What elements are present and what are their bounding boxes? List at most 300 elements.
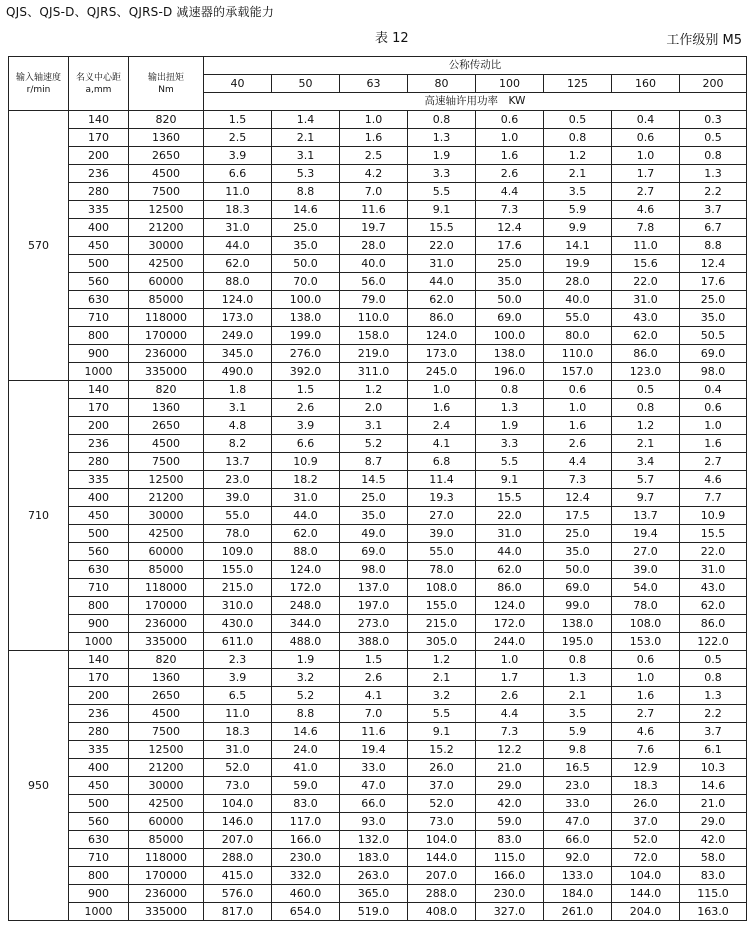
center-distance-cell: 200 (69, 417, 129, 435)
power-cell: 0.5 (680, 651, 747, 669)
power-cell: 1.0 (408, 381, 476, 399)
power-cell: 344.0 (272, 615, 340, 633)
power-cell: 10.3 (680, 759, 747, 777)
power-cell: 22.0 (476, 507, 544, 525)
power-cell: 0.8 (680, 669, 747, 687)
power-cell: 10.9 (272, 453, 340, 471)
power-cell: 25.0 (680, 291, 747, 309)
power-cell: 2.0 (340, 399, 408, 417)
header-center-distance-line1: 名义中心距 (75, 72, 121, 83)
power-cell: 0.6 (476, 111, 544, 129)
power-cell: 49.0 (340, 525, 408, 543)
power-cell: 104.0 (204, 795, 272, 813)
power-cell: 5.2 (272, 687, 340, 705)
power-cell: 3.9 (204, 669, 272, 687)
power-cell: 245.0 (408, 363, 476, 381)
power-cell: 3.3 (408, 165, 476, 183)
power-cell: 24.0 (272, 741, 340, 759)
torque-cell: 170000 (129, 327, 204, 345)
power-cell: 4.4 (544, 453, 612, 471)
power-cell: 288.0 (408, 885, 476, 903)
center-distance-cell: 200 (69, 687, 129, 705)
power-cell: 388.0 (340, 633, 408, 651)
power-cell: 0.8 (544, 129, 612, 147)
power-cell: 92.0 (544, 849, 612, 867)
power-cell: 173.0 (408, 345, 476, 363)
power-cell: 392.0 (272, 363, 340, 381)
power-cell: 3.4 (612, 453, 680, 471)
center-distance-cell: 450 (69, 507, 129, 525)
torque-cell: 42500 (129, 525, 204, 543)
power-cell: 124.0 (272, 561, 340, 579)
power-cell: 9.9 (544, 219, 612, 237)
center-distance-cell: 900 (69, 885, 129, 903)
table-row (9, 201, 747, 219)
power-cell: 55.0 (408, 543, 476, 561)
torque-cell: 335000 (129, 363, 204, 381)
power-cell: 19.7 (340, 219, 408, 237)
power-cell: 207.0 (204, 831, 272, 849)
power-cell: 654.0 (272, 903, 340, 921)
power-cell: 52.0 (408, 795, 476, 813)
power-cell: 28.0 (544, 273, 612, 291)
power-cell: 50.0 (544, 561, 612, 579)
table-row (9, 165, 747, 183)
power-cell: 27.0 (612, 543, 680, 561)
power-cell: 144.0 (408, 849, 476, 867)
table-row (9, 687, 747, 705)
power-cell: 173.0 (204, 309, 272, 327)
power-cell: 31.0 (408, 255, 476, 273)
work-grade: 工作级别 M5 (666, 33, 742, 48)
table-row (9, 327, 747, 345)
power-cell: 1.0 (476, 129, 544, 147)
torque-cell: 21200 (129, 489, 204, 507)
center-distance-cell: 450 (69, 237, 129, 255)
power-cell: 115.0 (476, 849, 544, 867)
ratio-header-cell: 200 (680, 75, 747, 93)
power-cell: 14.1 (544, 237, 612, 255)
power-cell: 7.8 (612, 219, 680, 237)
torque-cell: 30000 (129, 777, 204, 795)
ratio-header-cell: 40 (204, 75, 272, 93)
power-cell: 1.7 (612, 165, 680, 183)
power-cell: 273.0 (340, 615, 408, 633)
power-cell: 25.0 (476, 255, 544, 273)
torque-cell: 2650 (129, 417, 204, 435)
power-cell: 2.2 (680, 183, 747, 201)
torque-cell: 1360 (129, 129, 204, 147)
table-row (9, 777, 747, 795)
power-cell: 0.4 (612, 111, 680, 129)
power-cell: 86.0 (612, 345, 680, 363)
power-cell: 8.8 (272, 183, 340, 201)
center-distance-cell: 236 (69, 165, 129, 183)
power-cell: 1.3 (680, 687, 747, 705)
table-row (9, 579, 747, 597)
power-cell: 15.5 (476, 489, 544, 507)
power-cell: 14.6 (272, 723, 340, 741)
power-cell: 62.0 (612, 327, 680, 345)
center-distance-cell: 630 (69, 831, 129, 849)
table-row (9, 363, 747, 381)
center-distance-cell: 335 (69, 201, 129, 219)
power-cell: 7.3 (544, 471, 612, 489)
torque-cell: 118000 (129, 579, 204, 597)
power-cell: 31.0 (680, 561, 747, 579)
torque-cell: 60000 (129, 543, 204, 561)
power-cell: 10.9 (680, 507, 747, 525)
center-distance-cell: 710 (69, 579, 129, 597)
header-center-distance (69, 57, 129, 111)
power-cell: 12.4 (476, 219, 544, 237)
power-cell: 332.0 (272, 867, 340, 885)
power-cell: 8.2 (204, 435, 272, 453)
torque-cell: 1360 (129, 669, 204, 687)
power-cell: 69.0 (476, 309, 544, 327)
table-row (9, 345, 747, 363)
power-cell: 54.0 (612, 579, 680, 597)
power-cell: 52.0 (204, 759, 272, 777)
table-row (9, 399, 747, 417)
power-cell: 5.2 (340, 435, 408, 453)
power-cell: 55.0 (544, 309, 612, 327)
power-cell: 79.0 (340, 291, 408, 309)
table-row (9, 561, 747, 579)
power-cell: 311.0 (340, 363, 408, 381)
power-cell: 215.0 (204, 579, 272, 597)
center-distance-cell: 170 (69, 129, 129, 147)
center-distance-cell: 800 (69, 867, 129, 885)
power-cell: 1.5 (272, 381, 340, 399)
power-cell: 5.5 (476, 453, 544, 471)
power-cell: 56.0 (340, 273, 408, 291)
power-cell: 215.0 (408, 615, 476, 633)
power-cell: 6.1 (680, 741, 747, 759)
torque-cell: 2650 (129, 687, 204, 705)
center-distance-cell: 140 (69, 381, 129, 399)
table-row (9, 183, 747, 201)
power-cell: 52.0 (612, 831, 680, 849)
torque-cell: 2650 (129, 147, 204, 165)
power-cell: 4.6 (612, 723, 680, 741)
power-cell: 1.3 (408, 129, 476, 147)
table-row (9, 525, 747, 543)
center-distance-cell: 140 (69, 651, 129, 669)
power-cell: 2.6 (340, 669, 408, 687)
power-cell: 7.0 (340, 705, 408, 723)
power-cell: 25.0 (340, 489, 408, 507)
torque-cell: 335000 (129, 903, 204, 921)
power-cell: 4.2 (340, 165, 408, 183)
power-cell: 7.6 (612, 741, 680, 759)
power-cell: 4.1 (408, 435, 476, 453)
power-cell: 155.0 (408, 597, 476, 615)
power-cell: 197.0 (340, 597, 408, 615)
torque-cell: 7500 (129, 453, 204, 471)
center-distance-cell: 560 (69, 543, 129, 561)
power-cell: 7.3 (476, 723, 544, 741)
power-cell: 62.0 (680, 597, 747, 615)
power-cell: 104.0 (408, 831, 476, 849)
center-distance-cell: 630 (69, 561, 129, 579)
torque-cell: 170000 (129, 867, 204, 885)
power-cell: 3.1 (272, 147, 340, 165)
power-cell: 40.0 (340, 255, 408, 273)
power-cell: 248.0 (272, 597, 340, 615)
power-cell: 42.0 (476, 795, 544, 813)
power-cell: 12.9 (612, 759, 680, 777)
torque-cell: 85000 (129, 291, 204, 309)
power-cell: 7.7 (680, 489, 747, 507)
table-row (9, 453, 747, 471)
power-cell: 144.0 (612, 885, 680, 903)
power-cell: 31.0 (272, 489, 340, 507)
power-cell: 5.7 (612, 471, 680, 489)
table-row (9, 507, 747, 525)
power-cell: 263.0 (340, 867, 408, 885)
power-cell: 1.2 (544, 147, 612, 165)
power-cell: 576.0 (204, 885, 272, 903)
power-cell: 1.9 (272, 651, 340, 669)
power-cell: 9.1 (476, 471, 544, 489)
center-distance-cell: 560 (69, 273, 129, 291)
power-cell: 5.5 (408, 705, 476, 723)
power-cell: 35.0 (544, 543, 612, 561)
power-cell: 25.0 (544, 525, 612, 543)
power-cell: 327.0 (476, 903, 544, 921)
power-cell: 0.6 (544, 381, 612, 399)
power-cell: 5.9 (544, 723, 612, 741)
power-cell: 1.6 (612, 687, 680, 705)
power-cell: 11.0 (204, 183, 272, 201)
power-cell: 305.0 (408, 633, 476, 651)
power-cell: 69.0 (544, 579, 612, 597)
power-cell: 3.7 (680, 723, 747, 741)
power-cell: 408.0 (408, 903, 476, 921)
power-cell: 7.0 (340, 183, 408, 201)
power-cell: 0.6 (612, 129, 680, 147)
table-row (9, 237, 747, 255)
power-cell: 204.0 (612, 903, 680, 921)
torque-cell: 236000 (129, 345, 204, 363)
power-cell: 19.4 (612, 525, 680, 543)
power-cell: 33.0 (340, 759, 408, 777)
power-cell: 9.7 (612, 489, 680, 507)
power-cell: 8.8 (272, 705, 340, 723)
power-cell: 6.6 (204, 165, 272, 183)
power-cell: 8.7 (340, 453, 408, 471)
power-cell: 35.0 (340, 507, 408, 525)
power-cell: 122.0 (680, 633, 747, 651)
header-output-torque-line1: 输出扭矩 (147, 72, 184, 83)
power-cell: 17.6 (476, 237, 544, 255)
power-cell: 69.0 (680, 345, 747, 363)
power-cell: 490.0 (204, 363, 272, 381)
torque-cell: 21200 (129, 759, 204, 777)
power-cell: 0.3 (680, 111, 747, 129)
power-cell: 261.0 (544, 903, 612, 921)
power-cell: 70.0 (272, 273, 340, 291)
center-distance-cell: 560 (69, 813, 129, 831)
power-cell: 123.0 (612, 363, 680, 381)
power-cell: 19.9 (544, 255, 612, 273)
power-cell: 55.0 (204, 507, 272, 525)
power-cell: 5.3 (272, 165, 340, 183)
power-cell: 0.8 (680, 147, 747, 165)
power-cell: 230.0 (476, 885, 544, 903)
power-cell: 1.6 (340, 129, 408, 147)
torque-cell: 7500 (129, 723, 204, 741)
power-cell: 73.0 (204, 777, 272, 795)
header-nominal-ratio: 公称传动比 (204, 57, 747, 75)
table-row (9, 849, 747, 867)
power-cell: 14.6 (680, 777, 747, 795)
torque-cell: 820 (129, 381, 204, 399)
power-cell: 44.0 (408, 273, 476, 291)
power-cell: 14.6 (272, 201, 340, 219)
power-cell: 172.0 (272, 579, 340, 597)
center-distance-cell: 400 (69, 489, 129, 507)
power-cell: 50.0 (272, 255, 340, 273)
power-cell: 22.0 (408, 237, 476, 255)
power-cell: 1.2 (612, 417, 680, 435)
power-cell: 109.0 (204, 543, 272, 561)
power-cell: 124.0 (476, 597, 544, 615)
torque-cell: 4500 (129, 165, 204, 183)
power-cell: 0.8 (476, 381, 544, 399)
power-cell: 230.0 (272, 849, 340, 867)
power-cell: 12.4 (544, 489, 612, 507)
power-cell: 26.0 (612, 795, 680, 813)
torque-cell: 60000 (129, 273, 204, 291)
power-cell: 460.0 (272, 885, 340, 903)
power-cell: 6.8 (408, 453, 476, 471)
center-distance-cell: 710 (69, 849, 129, 867)
table-body (9, 111, 747, 921)
power-cell: 11.4 (408, 471, 476, 489)
power-cell: 1.9 (408, 147, 476, 165)
torque-cell: 30000 (129, 237, 204, 255)
power-cell: 21.0 (476, 759, 544, 777)
power-cell: 153.0 (612, 633, 680, 651)
power-cell: 62.0 (408, 291, 476, 309)
power-cell: 1.0 (680, 417, 747, 435)
header-center-distance-line2: a,mm (85, 84, 112, 95)
table-header (9, 57, 747, 111)
power-cell: 41.0 (272, 759, 340, 777)
table-row (9, 597, 747, 615)
power-cell: 1.6 (544, 417, 612, 435)
table-row (9, 219, 747, 237)
ratio-header-cell: 50 (272, 75, 340, 93)
center-distance-cell: 170 (69, 669, 129, 687)
header-input-speed (9, 57, 69, 111)
power-cell: 3.1 (204, 399, 272, 417)
torque-cell: 12500 (129, 201, 204, 219)
power-cell: 88.0 (204, 273, 272, 291)
power-cell: 9.8 (544, 741, 612, 759)
power-cell: 72.0 (612, 849, 680, 867)
power-cell: 27.0 (408, 507, 476, 525)
power-cell: 3.5 (544, 183, 612, 201)
power-cell: 78.0 (612, 597, 680, 615)
power-cell: 50.0 (476, 291, 544, 309)
table-row (9, 705, 747, 723)
power-cell: 15.6 (612, 255, 680, 273)
table-row (9, 309, 747, 327)
power-cell: 430.0 (204, 615, 272, 633)
power-cell: 9.1 (408, 723, 476, 741)
power-cell: 69.0 (340, 543, 408, 561)
torque-cell: 42500 (129, 795, 204, 813)
power-cell: 40.0 (544, 291, 612, 309)
table-row (9, 885, 747, 903)
power-cell: 25.0 (272, 219, 340, 237)
power-cell: 0.4 (680, 381, 747, 399)
power-cell: 37.0 (612, 813, 680, 831)
power-cell: 11.0 (612, 237, 680, 255)
torque-cell: 42500 (129, 255, 204, 273)
power-cell: 4.1 (340, 687, 408, 705)
power-cell: 59.0 (272, 777, 340, 795)
torque-cell: 30000 (129, 507, 204, 525)
power-cell: 1.2 (340, 381, 408, 399)
power-cell: 80.0 (544, 327, 612, 345)
power-cell: 1.4 (272, 111, 340, 129)
power-cell: 98.0 (340, 561, 408, 579)
power-cell: 50.5 (680, 327, 747, 345)
power-cell: 6.6 (272, 435, 340, 453)
power-cell: 1.0 (612, 147, 680, 165)
power-cell: 99.0 (544, 597, 612, 615)
torque-cell: 60000 (129, 813, 204, 831)
table-row (9, 489, 747, 507)
table-row (9, 543, 747, 561)
load-capacity-table (8, 56, 747, 921)
power-cell: 611.0 (204, 633, 272, 651)
power-cell: 1.9 (476, 417, 544, 435)
power-cell: 43.0 (680, 579, 747, 597)
page-title: QJS、QJS-D、QJRS、QJRS-D 减速器的承载能力 (6, 5, 275, 19)
table-row (9, 813, 747, 831)
power-cell: 47.0 (544, 813, 612, 831)
ratio-header-cell: 100 (476, 75, 544, 93)
power-cell: 0.5 (612, 381, 680, 399)
power-cell: 13.7 (204, 453, 272, 471)
power-cell: 163.0 (680, 903, 747, 921)
table-row (9, 759, 747, 777)
power-cell: 19.4 (340, 741, 408, 759)
table-row (9, 669, 747, 687)
power-cell: 1.5 (340, 651, 408, 669)
power-cell: 124.0 (408, 327, 476, 345)
torque-cell: 85000 (129, 831, 204, 849)
power-cell: 11.6 (340, 723, 408, 741)
table-row (9, 435, 747, 453)
torque-cell: 85000 (129, 561, 204, 579)
header-input-speed-line1: 输入轴速度 (15, 72, 61, 83)
table-row (9, 831, 747, 849)
center-distance-cell: 140 (69, 111, 129, 129)
power-cell: 12.4 (680, 255, 747, 273)
power-cell: 2.1 (544, 687, 612, 705)
power-cell: 9.1 (408, 201, 476, 219)
table-row (9, 615, 747, 633)
power-cell: 14.5 (340, 471, 408, 489)
power-cell: 1.3 (476, 399, 544, 417)
power-cell: 47.0 (340, 777, 408, 795)
